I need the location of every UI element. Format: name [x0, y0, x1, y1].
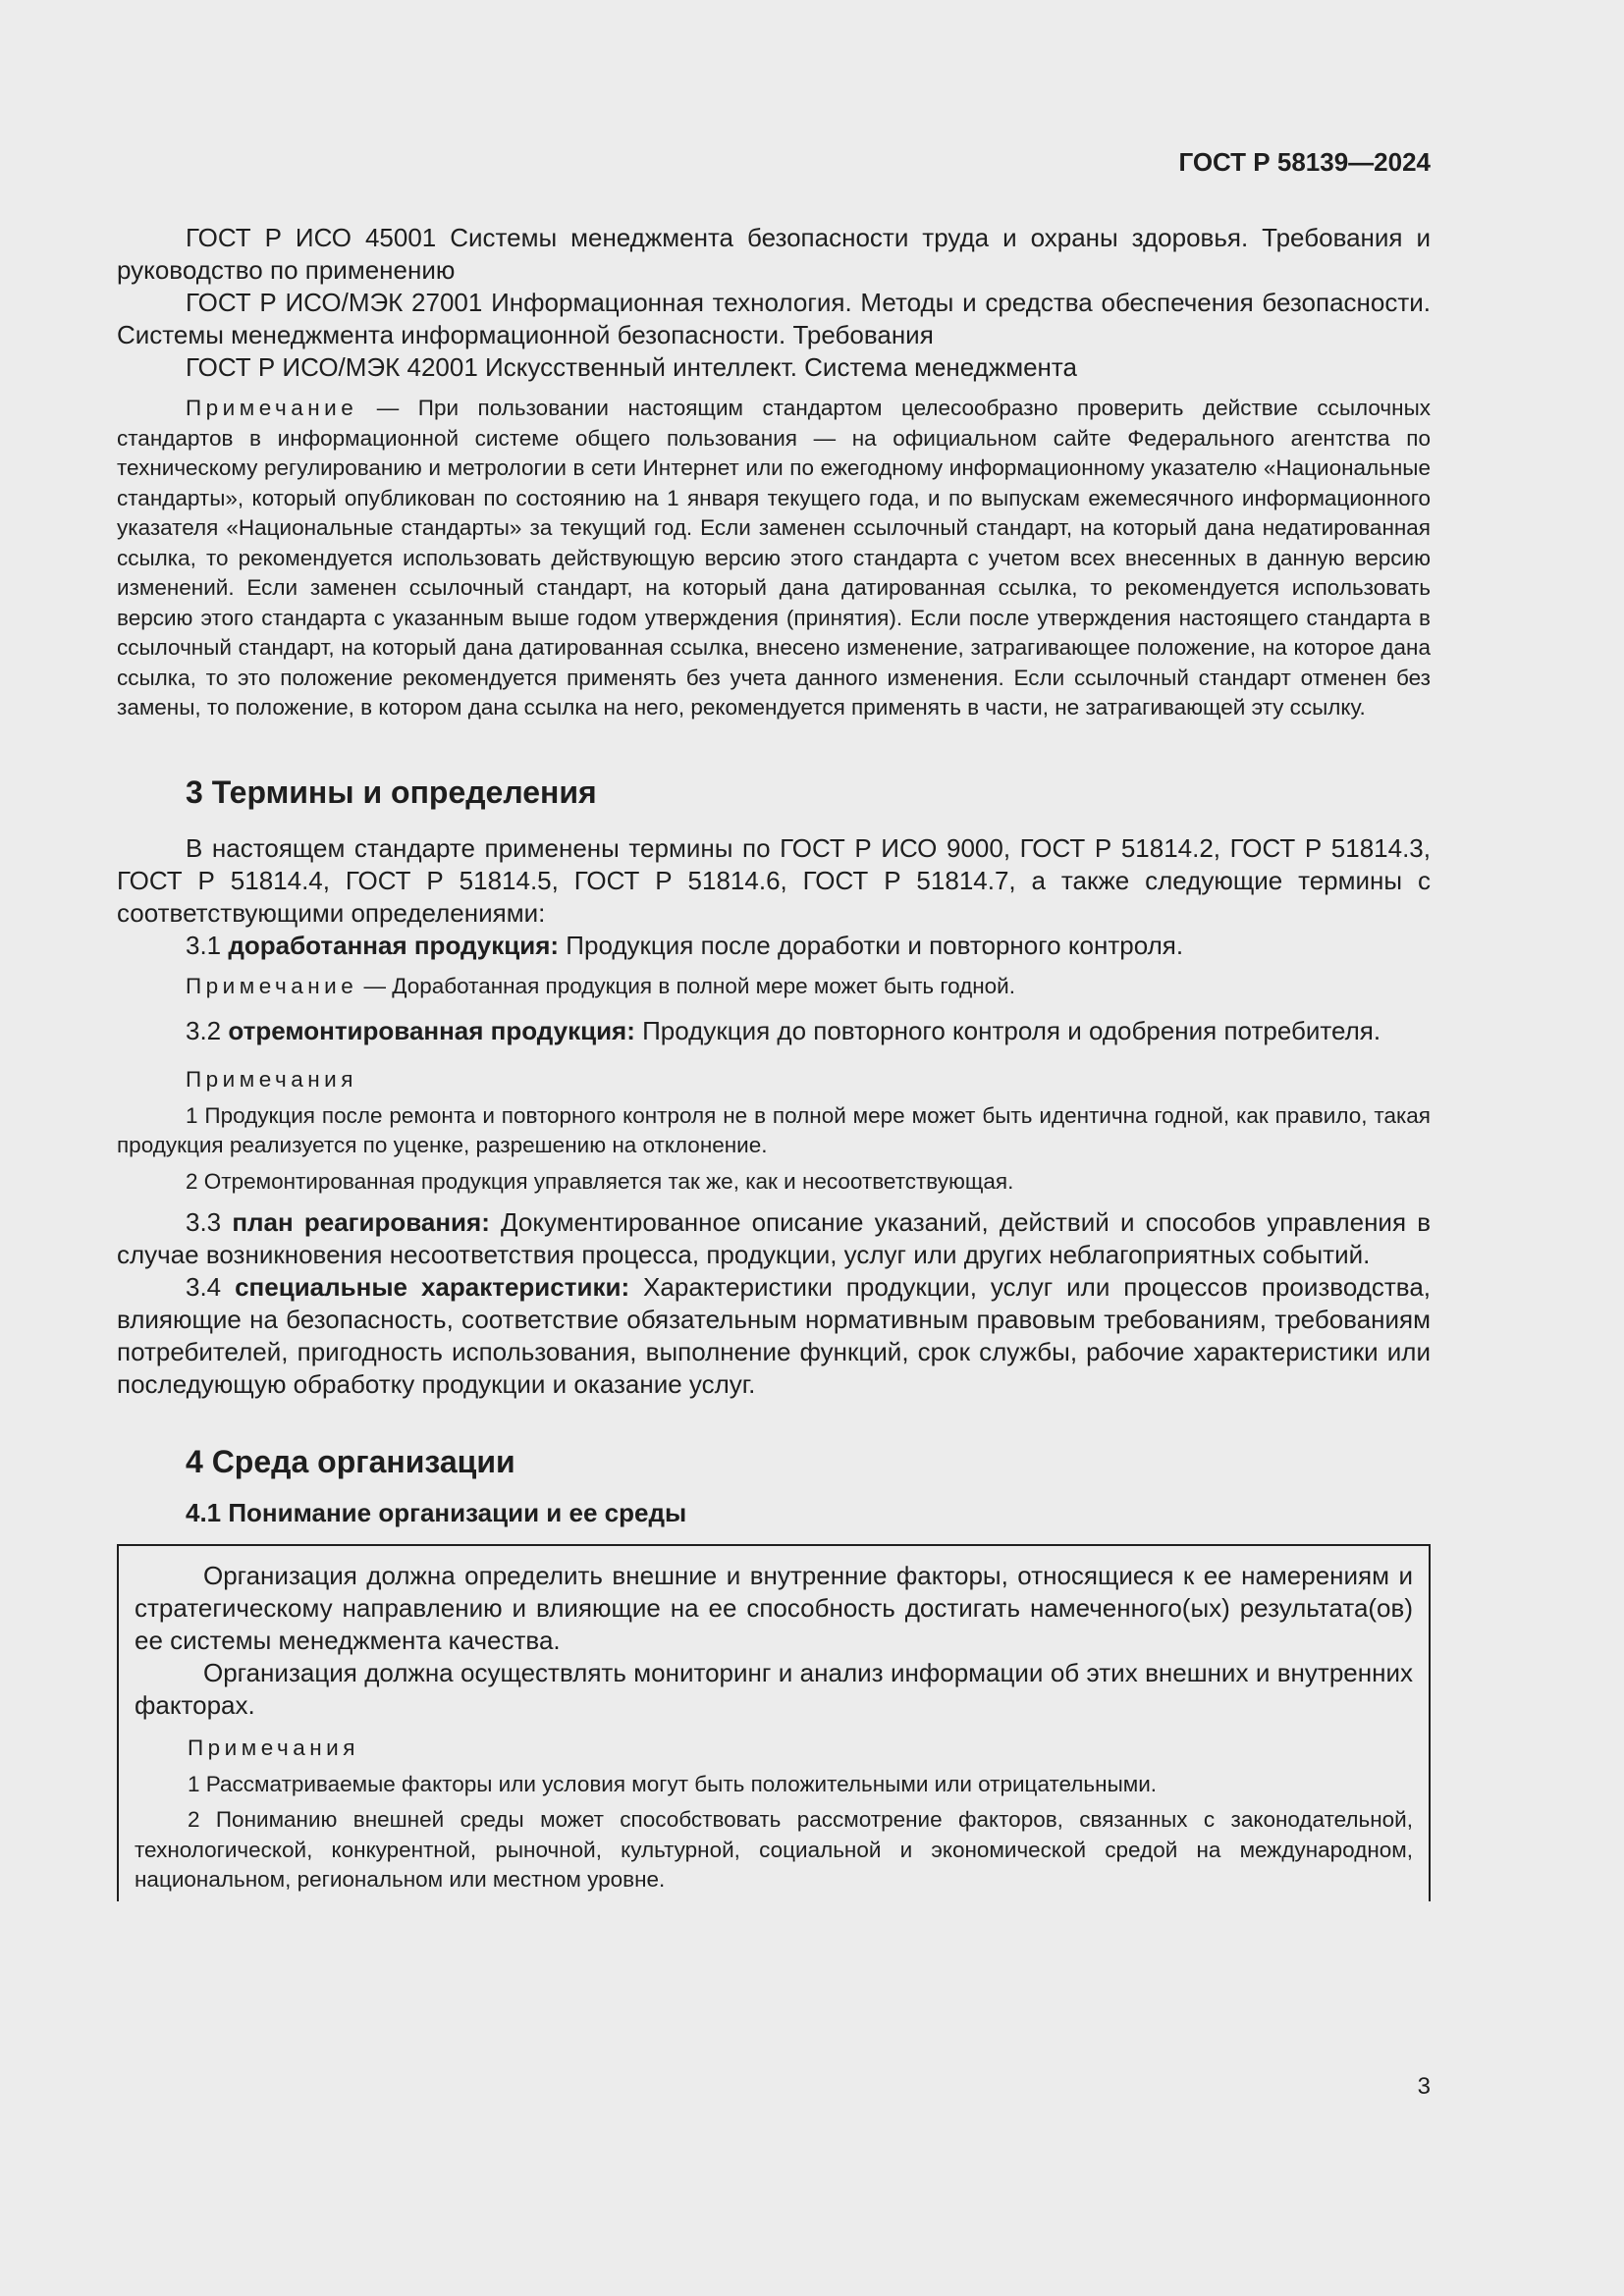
- section-4-title: 4 Среда организации: [186, 1444, 515, 1479]
- note-label: Примечание: [186, 396, 358, 420]
- document-header: ГОСТ Р 58139—2024: [1178, 147, 1431, 177]
- box-paragraph-1: Организация должна определить внешние и внутренние факторы, относящиеся к ее намерениям и стратегическому направлению и влияющие на ее способность достигать намеченного(ых) результата(ов) ее системы менеджмента качества.: [135, 1561, 1413, 1655]
- note-label: Примечание: [186, 973, 358, 998]
- term-number: 3.2: [186, 1016, 229, 1045]
- references-note: [117, 394, 1431, 723]
- term-3-2-note-2: 2 Отремонтированная продукция управляется так же, как и несоответствующая.: [186, 1168, 1014, 1194]
- term-number: 3.1: [186, 930, 229, 960]
- term-name: план реагирования:: [232, 1207, 490, 1237]
- term-definition: Продукция после доработки и повторного контроля.: [559, 930, 1184, 960]
- term-name: специальные характеристики:: [235, 1272, 630, 1302]
- term-3-2: [117, 1015, 1431, 1047]
- page-number: 3: [1417, 2073, 1431, 2100]
- term-definition: Документированное описание указаний, действий и способов управления в случае возникновения несоответствия процесса, продукции, услуг или других неблагоприятных событий.: [117, 1207, 1432, 1269]
- term-3-1: [117, 930, 1431, 962]
- page-content: [117, 222, 1431, 1901]
- box-notes-label: Примечания: [188, 1735, 359, 1760]
- reference-iso-iec-27001: ГОСТ Р ИСО/МЭК 27001 Информационная технология. Методы и средства обеспечения безопасности. Системы менеджмента информационной безопасности. Требования: [117, 288, 1431, 349]
- reference-iso-45001: ГОСТ Р ИСО 45001 Системы менеджмента безопасности труда и охраны здоровья. Требования и руководство по применению: [117, 223, 1431, 285]
- subsection-4-1-title: 4.1 Понимание организации и ее среды: [186, 1498, 687, 1527]
- term-name: доработанная продукция:: [228, 930, 560, 960]
- term-3-4: [117, 1271, 1431, 1401]
- section-3-title: 3 Термины и определения: [186, 774, 597, 810]
- term-3-2-notes-label: Примечания: [186, 1067, 357, 1092]
- term-3-1-note: [117, 972, 1431, 1002]
- requirements-box: [117, 1544, 1431, 1901]
- term-number: 3.3: [186, 1207, 233, 1237]
- section-3-intro: В настоящем стандарте применены термины по ГОСТ Р ИСО 9000, ГОСТ Р 51814.2, ГОСТ Р 51814.3, ГОСТ Р 51814.4, ГОСТ Р 51814.5, ГОСТ Р 51814.6, ГОСТ Р 51814.7, а также следующие термины с соответствующими определениями:: [117, 832, 1431, 928]
- box-paragraph-2: Организация должна осуществлять мониторинг и анализ информации об этих внешних и внутренних факторах.: [135, 1658, 1413, 1720]
- box-note-1: 1 Рассматриваемые факторы или условия могут быть положительными или отрицательными.: [188, 1771, 1158, 1796]
- term-3-2-note-1: 1 Продукция после ремонта и повторного контроля не в полной мере может быть идентична годной, как правило, такая продукция реализуется по уценке, разрешению на отклонение.: [117, 1102, 1431, 1157]
- note-text: — При пользовании настоящим стандартом целесообразно проверить действие ссылочных стандартов в информационной системе общего пользования — на официальном сайте Федерального агентства по техническому регулированию и метрологии в сети Интернет или по ежегодному информационному указателю «Национальные стандарты», который опубликован по состоянию на 1 января текущего года, и по выпускам ежемесячного информационного указателя «Национальные стандарты» за текущий год. Если заменен ссылочный стандарт, на который дана недатированная ссылка, то рекомендуется использовать действующую версию этого стандарта с учетом всех внесенных в данную версию изменений. Если заменен ссылочный стандарт, на который дана датированная ссылка, то рекомендуется использовать версию этого стандарта с указанным выше годом утверждения (принятия). Если после утверждения настоящего стандарта в ссылочный стандарт, на который дана датированная ссылка, внесено изменение, затрагивающее положение, на которое дана ссылка, то это положение рекомендуется применять без учета данного изменения. Если ссылочный стандарт отменен без замены, то положение, в котором дана ссылка на него, рекомендуется применять в части, не затрагивающей эту ссылку.: [117, 396, 1431, 720]
- box-note-2: 2 Пониманию внешней среды может способствовать рассмотрение факторов, связанных с законодательной, технологической, конкурентной, рыночной, культурной, социальной и экономической средой на международном, национальном, региональном или местном уровне.: [135, 1807, 1413, 1892]
- term-name: отремонтированная продукция:: [228, 1016, 635, 1045]
- term-definition: Продукция до повторного контроля и одобрения потребителя.: [634, 1016, 1381, 1045]
- term-definition: Характеристики продукции, услуг или процессов производства, влияющие на безопасность, соответствие обязательным нормативным правовым требованиям, требованиям потребителей, пригодность использования, выполнение функций, срок службы, рабочие характеристики или последующую обработку продукции и оказание услуг.: [117, 1272, 1431, 1399]
- term-3-3: [117, 1206, 1431, 1271]
- note-text: — Доработанная продукция в полной мере может быть годной.: [357, 973, 1015, 998]
- term-number: 3.4: [186, 1272, 236, 1302]
- reference-iso-iec-42001: ГОСТ Р ИСО/МЭК 42001 Искусственный интеллект. Система менеджмента: [186, 352, 1077, 382]
